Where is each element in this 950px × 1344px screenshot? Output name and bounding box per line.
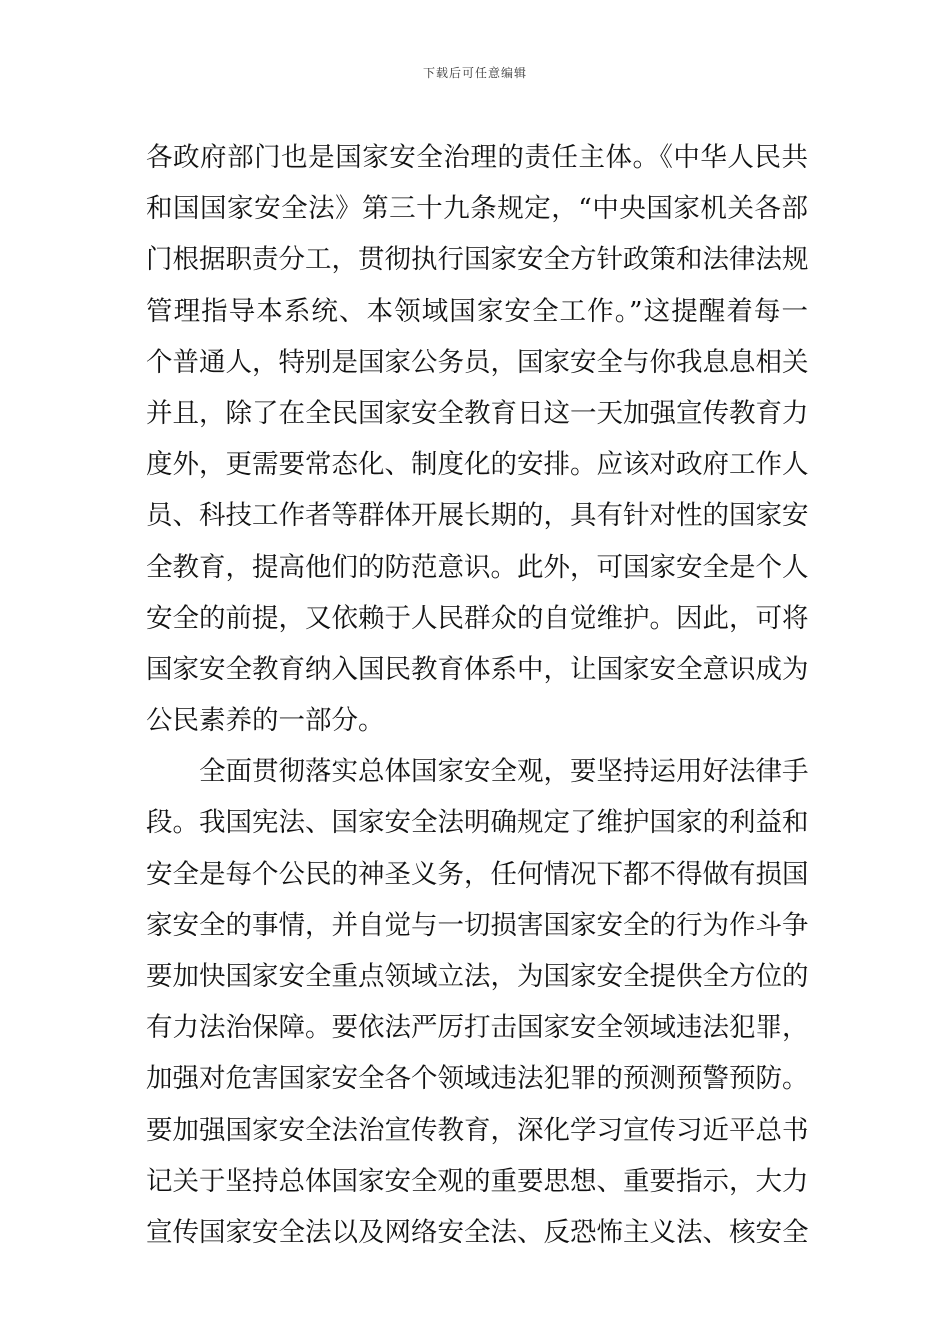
- text-line: 和国国家安全法》第三十九条规定，“中央国家机关各部: [146, 193, 808, 225]
- text-line: 全教育，提高他们的防范意识。此外，可国家安全是个人: [146, 551, 808, 583]
- text-line: 管理指导本系统、本领域国家安全工作。”这提醒着每一: [146, 295, 808, 327]
- page-header: 下载后可任意编辑: [422, 66, 527, 80]
- text-line: 要加强国家安全法治宣传教育，深化学习宣传习近平总书: [146, 1114, 808, 1146]
- text-line: 并且，除了在全民国家安全教育日这一天加强宣传教育力: [146, 397, 808, 429]
- text-line: 家安全的事情，并自觉与一切损害国家安全的行为作斗争: [146, 909, 808, 941]
- text-line: 各政府部门也是国家安全治理的责任主体。《中华人民共: [146, 142, 808, 173]
- text-line: 度外，更需要常态化、制度化的安排。应该对政府工作人: [146, 449, 808, 481]
- text-line: 门根据职责分工，贯彻执行国家安全方针政策和法律法规: [146, 244, 808, 276]
- text-line: 加强对危害国家安全各个领域违法犯罪的预测预警预防。: [146, 1063, 808, 1095]
- text-line: 要加快国家安全重点领域立法，为国家安全提供全方位的: [146, 961, 808, 992]
- text-line: 安全的前提，又依赖于人民群众的自觉维护。因此，可将: [146, 602, 808, 634]
- text-line: 记关于坚持总体国家安全观的重要思想、重要指示，大力: [146, 1165, 808, 1197]
- paragraph-2: [146, 746, 808, 1258]
- text-line: 宣传国家安全法以及网络安全法、反恐怖主义法、核安全: [146, 1216, 808, 1248]
- text-line: 国家安全教育纳入国民教育体系中，让国家安全意识成为: [146, 653, 808, 685]
- text-line: 全面贯彻落实总体国家安全观，要坚持运用好法律手: [199, 756, 808, 788]
- text-line: 安全是每个公民的神圣义务，任何情况下都不得做有损国: [146, 858, 808, 890]
- text-line: 公民素养的一部分。: [146, 705, 385, 737]
- text-line: 员、科技工作者等群体开展长期的，具有针对性的国家安: [146, 500, 808, 532]
- text-line: 段。我国宪法、国家安全法明确规定了维护国家的利益和: [146, 807, 808, 839]
- text-line: 有力法治保障。要依法严厉打击国家安全领域违法犯罪，: [146, 1012, 808, 1044]
- text-line: 个普通人，特别是国家公务员，国家安全与你我息息相关: [146, 346, 808, 378]
- paragraph-1: [146, 132, 808, 746]
- document-body: [146, 132, 808, 1258]
